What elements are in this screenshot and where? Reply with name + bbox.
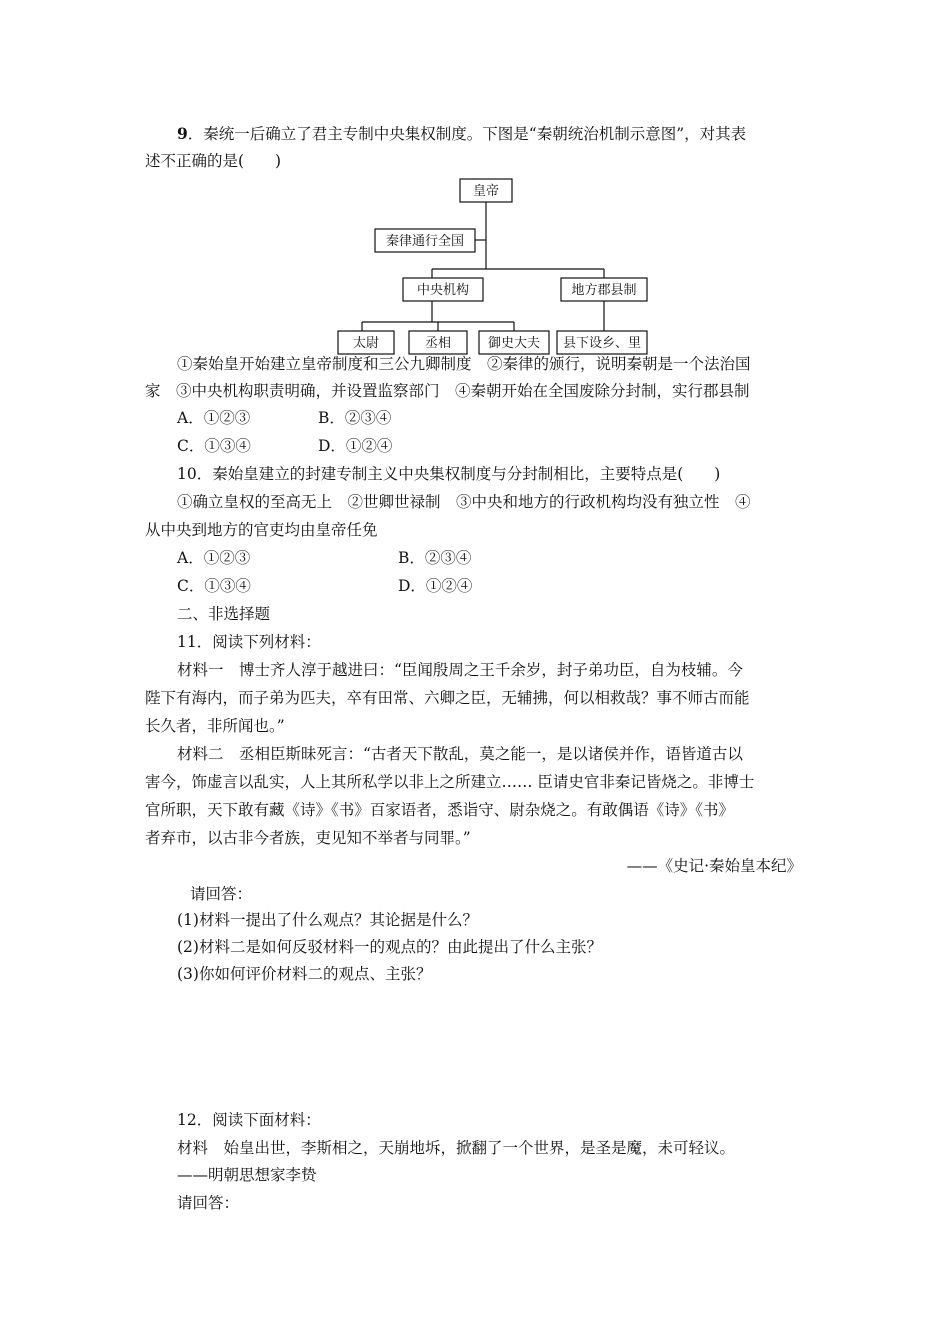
q9-statements-line1: ①秦始皇开始建立皇帝制度和三公九卿制度 ②秦律的颁行，说明秦朝是一个法治国 bbox=[177, 355, 751, 373]
q12-material: 材料 始皇出世，李斯相之，天崩地坼，掀翻了一个世界，是圣是魔，未可轻议。 bbox=[177, 1139, 736, 1157]
q10-line1: 10．秦始皇建立的封建专制主义中央集权制度与分封制相比，主要特点是( ) bbox=[177, 465, 721, 483]
q11-material1-line2: 陛下有海内，而子弟为匹夫，卒有田常、六卿之臣，无辅拂，何以相救哉？事不师古而能 bbox=[145, 689, 750, 707]
q9-number: 9 bbox=[177, 124, 188, 143]
q11-material1-line1: 材料一 博士齐人淳于越进曰：“臣闻殷周之王千余岁，封子弟功臣，自为枝辅。今 bbox=[177, 661, 743, 679]
q11-intro: 11．阅读下列材料： bbox=[177, 633, 321, 651]
emperor-label: 皇帝 bbox=[472, 184, 500, 199]
q12-intro: 12．阅读下面材料： bbox=[177, 1111, 321, 1129]
section-heading: 二、非选择题 bbox=[177, 605, 271, 623]
q10-option-d: D．①②④ bbox=[398, 577, 473, 595]
q10-statements-line2: 从中央到地方的官吏均由皇帝任免 bbox=[145, 521, 378, 539]
yushi-label: 御史大夫 bbox=[487, 336, 541, 351]
q9-option-c: C．①③④ bbox=[177, 437, 251, 455]
q11-subquestion-1: (1)材料一提出了什么观点？其论据是什么？ bbox=[177, 911, 478, 929]
county-label: 县下设乡、里 bbox=[562, 336, 642, 351]
q11-subquestion-2: (2)材料二是如何反驳材料一的观点的？由此提出了什么主张？ bbox=[177, 938, 602, 956]
q11-material2-line3: 官所职，天下敢有藏《诗》《书》百家语者，悉诣守、尉杂烧之。有敢偶语《诗》《书》 bbox=[145, 801, 735, 819]
q10-option-b: B．②③④ bbox=[398, 549, 472, 567]
q11-material2-line1: 材料二 丞相臣斯昧死言：“古者天下散乱，莫之能一，是以诸侯并作，语皆道古以 bbox=[177, 745, 743, 763]
local-label: 地方郡县制 bbox=[571, 283, 637, 298]
q10-option-c: C．①③④ bbox=[177, 577, 251, 595]
q11-source: ——《史记·秦始皇本纪》 bbox=[626, 857, 802, 875]
law-label: 秦律通行全国 bbox=[385, 234, 465, 249]
q9-option-b: B．②③④ bbox=[318, 409, 392, 427]
q9-statements-line2: 家 ③中央机构职责明确，并设置监察部门 ④秦朝开始在全国废除分封制，实行郡县制 bbox=[145, 382, 750, 400]
q11-material1-line3: 长久者，非所闻也。” bbox=[145, 717, 285, 735]
q9-option-a: A．①②③ bbox=[177, 409, 251, 427]
central-label: 中央机构 bbox=[416, 283, 470, 298]
q11-material2-line4: 者弃市，以古非今者族，吏见知不举者与同罪。” bbox=[145, 829, 471, 847]
q11-ask: 请回答： bbox=[190, 885, 253, 903]
q9-line1: 9．秦统一后确立了君主专制中央集权制度。下图是“秦朝统治机制示意图”，对其表 bbox=[177, 124, 747, 143]
q12-source: ——明朝思想家李贽 bbox=[177, 1166, 317, 1184]
q11-subquestion-3: (3)你如何评价材料二的观点、主张？ bbox=[177, 965, 432, 983]
taiwei-label: 太尉 bbox=[352, 336, 380, 351]
chengxiang-label: 丞相 bbox=[424, 336, 452, 351]
qin-governance-diagram bbox=[330, 175, 660, 355]
q10-statements-line1: ①确立皇权的至高无上 ②世卿世禄制 ③中央和地方的行政机构均没有独立性 ④ bbox=[177, 493, 751, 511]
q9-option-d: D．①②④ bbox=[318, 437, 393, 455]
q9-line2: 述不正确的是( ) bbox=[145, 152, 282, 170]
q12-ask: 请回答： bbox=[177, 1194, 240, 1212]
q10-option-a: A．①②③ bbox=[177, 549, 251, 567]
q11-material2-line2: 害今，饰虚言以乱实，人上其所私学以非上之所建立…… 臣请史官非秦记皆烧之。非博士 bbox=[145, 773, 755, 791]
